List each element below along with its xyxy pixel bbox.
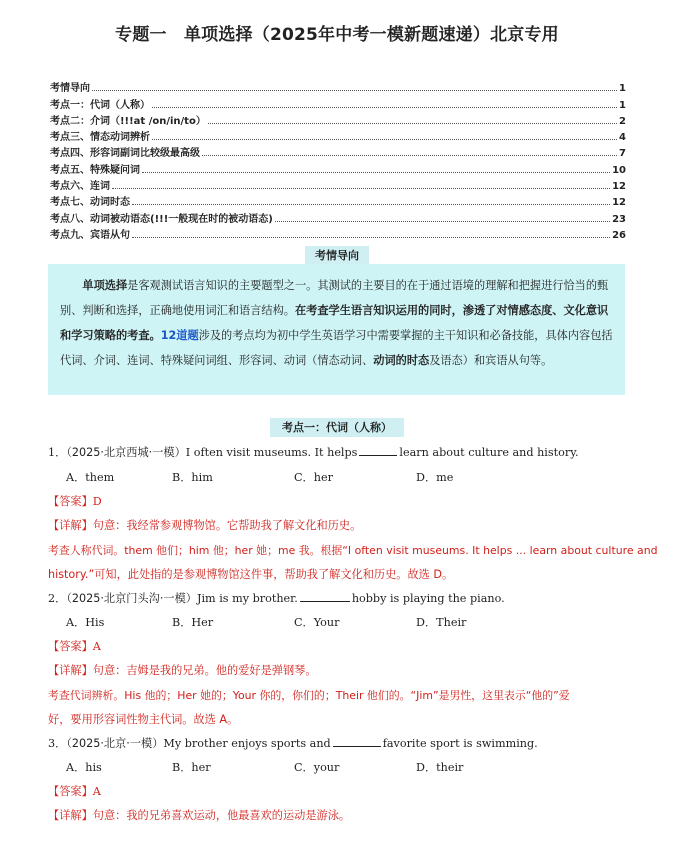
- toc-entry[interactable]: [50, 143, 626, 159]
- toc-entry[interactable]: [50, 192, 626, 208]
- toc-entry-label: 考点一：代词（人称）: [50, 99, 150, 111]
- toc-entry-label: 考点二：介词（!!!at /on/in/to）: [50, 115, 206, 127]
- toc-entry-label: 考点五、特殊疑问词: [50, 164, 140, 176]
- toc-leader-dots: [142, 172, 610, 173]
- toc-leader-dots: [92, 90, 617, 91]
- toc-entry-label: 考情导向: [50, 83, 90, 95]
- toc-leader-dots: [112, 188, 610, 189]
- toc-entry[interactable]: [50, 78, 626, 94]
- answer-blank: [300, 591, 350, 602]
- detail-text: 句意：吉姆是我的兄弟。他的爱好是弹钢琴。: [92, 664, 317, 677]
- detail-label: 【详解】: [48, 519, 93, 532]
- option-d[interactable]: D．Their: [416, 616, 467, 629]
- question-stem: [48, 590, 505, 606]
- toc-entry[interactable]: [50, 111, 626, 127]
- detail-label: 【详解】: [48, 664, 93, 677]
- toc-leader-dots: [152, 107, 617, 108]
- option-d[interactable]: D．me: [416, 471, 454, 484]
- question-source: （2025·北京西城·一模）: [66, 446, 186, 459]
- detail-label: 【详解】: [48, 809, 93, 822]
- question-text: Jim is my brother.: [196, 592, 298, 605]
- section-heading: [0, 419, 674, 435]
- detail-text: 句意：我的兄弟喜欢运动，他最喜欢的运动是游泳。: [92, 809, 351, 822]
- question-number: 3．: [48, 737, 67, 750]
- toc-leader-dots: [208, 123, 617, 124]
- answer-label: 【答案】: [48, 640, 93, 653]
- toc-entry-label: 考点三、情态动词辨析: [50, 132, 150, 144]
- question-stem: [48, 735, 538, 751]
- question-text: learn about culture and history.: [399, 446, 579, 459]
- toc-entry-page: 26: [612, 229, 626, 241]
- answer-line: [48, 638, 101, 654]
- answer-line: [48, 493, 102, 509]
- explanation-text: 考查人称代词。them 他们；him 他；her 她；me 我。根据“I often visit museums. It helps ... learn about culture and: [48, 544, 658, 557]
- answer-value: D: [92, 495, 102, 508]
- toc-entry[interactable]: [50, 127, 626, 143]
- option-d[interactable]: D．their: [416, 761, 464, 774]
- question-text: I often visit museums. It helps: [185, 446, 358, 459]
- detail-line: [48, 662, 317, 678]
- question-stem: [48, 444, 579, 460]
- option-b[interactable]: B．her: [172, 761, 211, 774]
- toc-entry-label: 考点四、形容词副词比较级最高级: [50, 148, 200, 160]
- toc-entry-label: 考点九、宾语从句: [50, 229, 130, 241]
- toc-entry[interactable]: [50, 176, 626, 192]
- toc-entry-page: 12: [612, 197, 626, 209]
- guide-heading: [0, 247, 674, 263]
- toc-leader-dots: [152, 139, 617, 140]
- toc-entry[interactable]: [50, 94, 626, 110]
- guide-text: 是客观测试语言知识的主要题型之一。其测试的主要目的在于通过语境的理解和把握进行恰当的甄别、判断和选择，正确地使用词汇和语言结构。: [60, 279, 609, 317]
- guide-bold-term: 单项选择: [82, 279, 128, 292]
- question-source: （2025·北京门头沟·一模）: [66, 592, 197, 605]
- option-b[interactable]: B．Her: [172, 616, 214, 629]
- question-text: My brother enjoys sports and: [163, 737, 331, 750]
- toc-leader-dots: [132, 237, 610, 238]
- question-number: 1．: [48, 446, 67, 459]
- toc-entry-page: 1: [619, 99, 626, 111]
- option-b[interactable]: B．him: [172, 471, 213, 484]
- toc-leader-dots: [132, 204, 610, 205]
- question-source: （2025·北京·一模）: [66, 737, 164, 750]
- guide-bold-text: 在考查学生语言知识运用的同时，渗透了对情感态度、文化意识和学习策略的考查。: [60, 304, 609, 342]
- answer-value: A: [92, 785, 101, 798]
- toc-entry-page: 1: [619, 83, 626, 95]
- toc-entry[interactable]: [50, 225, 626, 241]
- page-title: 专题一 单项选择（2025年中考一模新题速递）北京专用: [115, 25, 559, 45]
- detail-line: [48, 517, 361, 533]
- question-text: favorite sport is swimming.: [382, 737, 538, 750]
- option-c[interactable]: C．Your: [294, 616, 340, 629]
- guide-text: 及语态）和宾语从句等。: [429, 354, 553, 367]
- explanation-text: 好，要用形容词性物主代词。故选 A。: [48, 713, 239, 726]
- option-c[interactable]: C．your: [294, 761, 340, 774]
- toc-entry-page: 12: [612, 181, 626, 193]
- question-text: hobby is playing the piano.: [351, 592, 505, 605]
- toc-entry[interactable]: [50, 208, 626, 224]
- toc-entry-label: 考点七、动词时态: [50, 197, 130, 209]
- toc-leader-dots: [275, 221, 610, 222]
- toc-leader-dots: [202, 155, 617, 156]
- explanation-text: history.”可知，此处指的是参观博物馆这件事，帮助我了解文化和历史。故选 D。: [48, 568, 454, 581]
- guide-bold-text: 动词的时态: [373, 354, 430, 367]
- toc-entry[interactable]: [50, 159, 626, 175]
- answer-blank: [359, 445, 397, 456]
- detail-line: [48, 807, 350, 823]
- guide-text: 涉及的考点均为初中学生英语学习中需要掌握的主干知识和必备技能，具体内容包括代词、介词、连词、特殊疑问词组、形容词、动词（情态动词、: [60, 329, 613, 367]
- option-a[interactable]: A．them: [66, 471, 115, 484]
- question-number: 2．: [48, 592, 67, 605]
- guide-box: [48, 264, 625, 395]
- answer-line: [48, 783, 101, 799]
- toc-entry-label: 考点六、连词: [50, 181, 110, 193]
- guide-heading-label: 考情导向: [305, 246, 369, 265]
- answer-label: 【答案】: [48, 785, 93, 798]
- answer-label: 【答案】: [48, 495, 93, 508]
- answer-value: A: [92, 640, 101, 653]
- toc-entry-page: 4: [619, 132, 626, 144]
- guide-question-count: 12道题: [160, 329, 199, 342]
- answer-blank: [333, 736, 381, 747]
- option-a[interactable]: A．His: [66, 616, 105, 629]
- section-heading-label: 考点一：代词（人称）: [270, 418, 404, 437]
- option-c[interactable]: C．her: [294, 471, 333, 484]
- detail-text: 句意：我经常参观博物馆。它帮助我了解文化和历史。: [92, 519, 362, 532]
- toc-entry-page: 23: [612, 213, 626, 225]
- option-a[interactable]: A．his: [66, 761, 102, 774]
- explanation-text: 考查代词辨析。His 他的；Her 她的；Your 你的，你们的；Their 他们的。“Jim”是男性，这里表示“他的”爱: [48, 689, 570, 702]
- toc-entry-label: 考点八、动词被动语态(!!!一般现在时的被动语态): [50, 213, 273, 225]
- table-of-contents: [50, 78, 626, 241]
- guide-paragraph: [60, 273, 615, 373]
- toc-entry-page: 7: [619, 148, 626, 160]
- toc-entry-page: 10: [612, 164, 626, 176]
- toc-entry-page: 2: [619, 115, 626, 127]
